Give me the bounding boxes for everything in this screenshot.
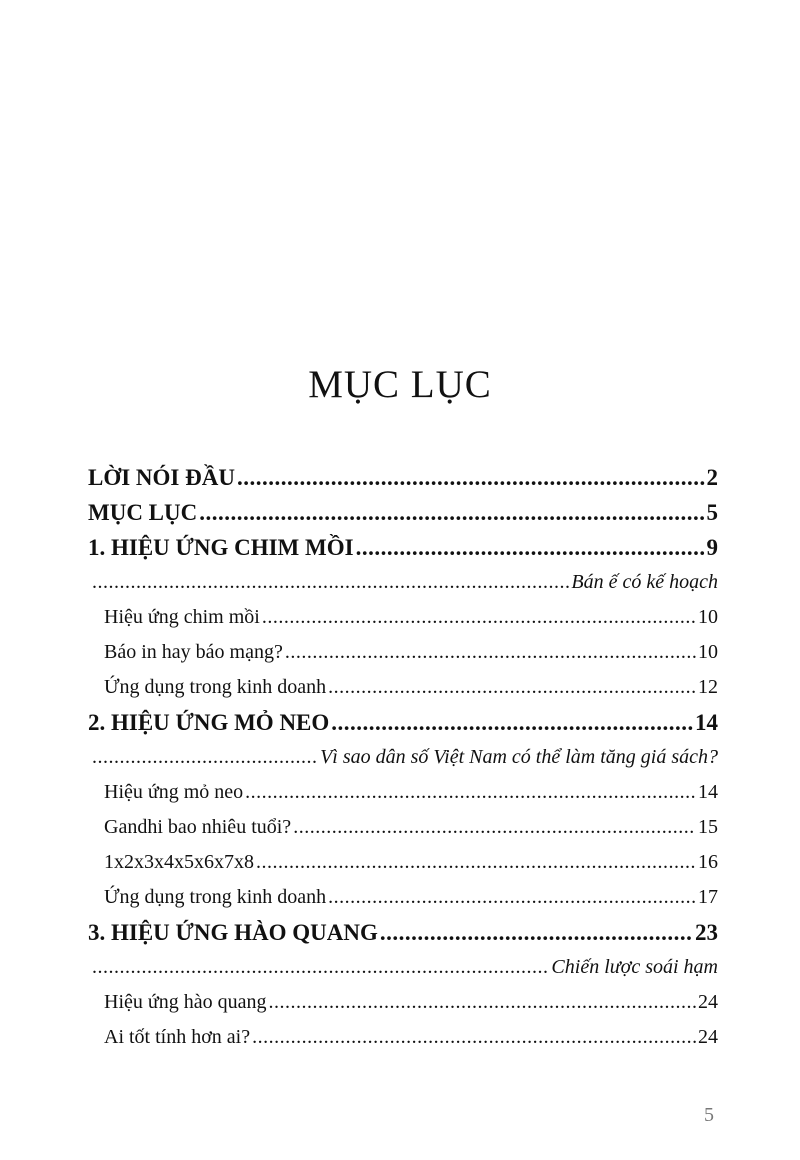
toc-entry-page: 9 — [706, 535, 718, 560]
toc-entry-ai-tot-tinh[interactable] — [88, 1020, 718, 1055]
toc-entry-label: Hiệu ứng mỏ neo — [104, 781, 244, 803]
toc-entry-page: 24 — [698, 991, 718, 1013]
toc-entry-page: 16 — [698, 851, 718, 873]
toc-entry-label: 2. HIỆU ỨNG MỎ NEO — [88, 710, 330, 735]
toc-entry-chapter-3[interactable] — [88, 915, 718, 950]
toc-entry-chapter-2[interactable] — [88, 705, 718, 740]
toc-entry-page: 23 — [695, 920, 718, 945]
toc-tagline-chapter-3 — [88, 950, 718, 985]
toc-entry-muc-luc[interactable] — [88, 495, 718, 530]
dot-leader — [245, 775, 696, 810]
toc-entry-label: Ai tốt tính hơn ai? — [104, 1026, 251, 1048]
toc-entry-label: 3. HIỆU ỨNG HÀO QUANG — [88, 920, 378, 945]
toc-tagline-text: Chiến lược soái hạm — [551, 956, 718, 978]
toc-entry-page: 12 — [698, 676, 718, 698]
toc-entry-page: 17 — [698, 886, 718, 908]
toc-tagline-chapter-2 — [88, 740, 718, 775]
toc-entry-label: 1. HIỆU ỨNG CHIM MỒI — [88, 535, 354, 560]
toc-tagline-text: Bán ế có kế hoạch — [571, 571, 718, 593]
toc-entry-ung-dung-kinh-doanh-1[interactable] — [88, 670, 718, 705]
toc-tagline-chapter-1 — [88, 565, 718, 600]
dot-leader — [199, 495, 704, 530]
toc-entry-hieu-ung-mo-neo[interactable] — [88, 775, 718, 810]
page-title: MỤC LỤC — [308, 363, 492, 406]
toc-entry-page: 15 — [698, 816, 718, 838]
dot-leader — [356, 530, 705, 565]
toc-entry-page: 14 — [698, 781, 718, 803]
toc-entry-label: Báo in hay báo mạng? — [104, 641, 283, 663]
toc-entry-label: LỜI NÓI ĐẦU — [88, 465, 235, 490]
dot-leader — [268, 985, 696, 1020]
dot-leader — [92, 565, 569, 600]
toc-entry-loi-noi-dau[interactable] — [88, 460, 718, 495]
toc-entry-label: MỤC LỤC — [88, 500, 198, 525]
dot-leader — [380, 915, 693, 950]
toc-entry-page: 2 — [706, 465, 718, 490]
toc-entry-label: 1x2x3x4x5x6x7x8 — [104, 851, 254, 873]
toc-entry-label: Hiệu ứng chim mồi — [104, 606, 260, 628]
toc-entry-page: 10 — [698, 641, 718, 663]
toc-tagline-text: Vì sao dân số Việt Nam có thể làm tăng giá sách? — [320, 746, 718, 768]
toc-entry-ung-dung-kinh-doanh-2[interactable] — [88, 880, 718, 915]
dot-leader — [92, 950, 549, 985]
toc-entry-hieu-ung-hao-quang[interactable] — [88, 985, 718, 1020]
table-of-contents — [88, 460, 718, 1055]
dot-leader — [293, 810, 696, 845]
dot-leader — [328, 880, 696, 915]
toc-entry-label: Hiệu ứng hào quang — [104, 991, 267, 1013]
toc-entry-page: 24 — [698, 1026, 718, 1048]
dot-leader — [262, 600, 696, 635]
dot-leader — [331, 705, 693, 740]
toc-entry-bao-in-hay-bao-mang[interactable] — [88, 635, 718, 670]
toc-entry-gandhi[interactable] — [88, 810, 718, 845]
toc-entry-page: 10 — [698, 606, 718, 628]
dot-leader — [237, 460, 705, 495]
toc-entry-hieu-ung-chim-moi[interactable] — [88, 600, 718, 635]
toc-entry-page: 14 — [695, 710, 718, 735]
toc-entry-page: 5 — [706, 500, 718, 525]
toc-entry-label: Ứng dụng trong kinh doanh — [104, 886, 327, 908]
dot-leader — [252, 1020, 696, 1055]
toc-entry-chapter-1[interactable] — [88, 530, 718, 565]
page-number: 5 — [704, 1104, 714, 1126]
dot-leader — [256, 845, 696, 880]
dot-leader — [285, 635, 696, 670]
toc-entry-label: Ứng dụng trong kinh doanh — [104, 676, 327, 698]
toc-entry-label: Gandhi bao nhiêu tuổi? — [104, 816, 292, 838]
dot-leader — [92, 740, 318, 775]
dot-leader — [328, 670, 696, 705]
toc-entry-multiplication[interactable] — [88, 845, 718, 880]
